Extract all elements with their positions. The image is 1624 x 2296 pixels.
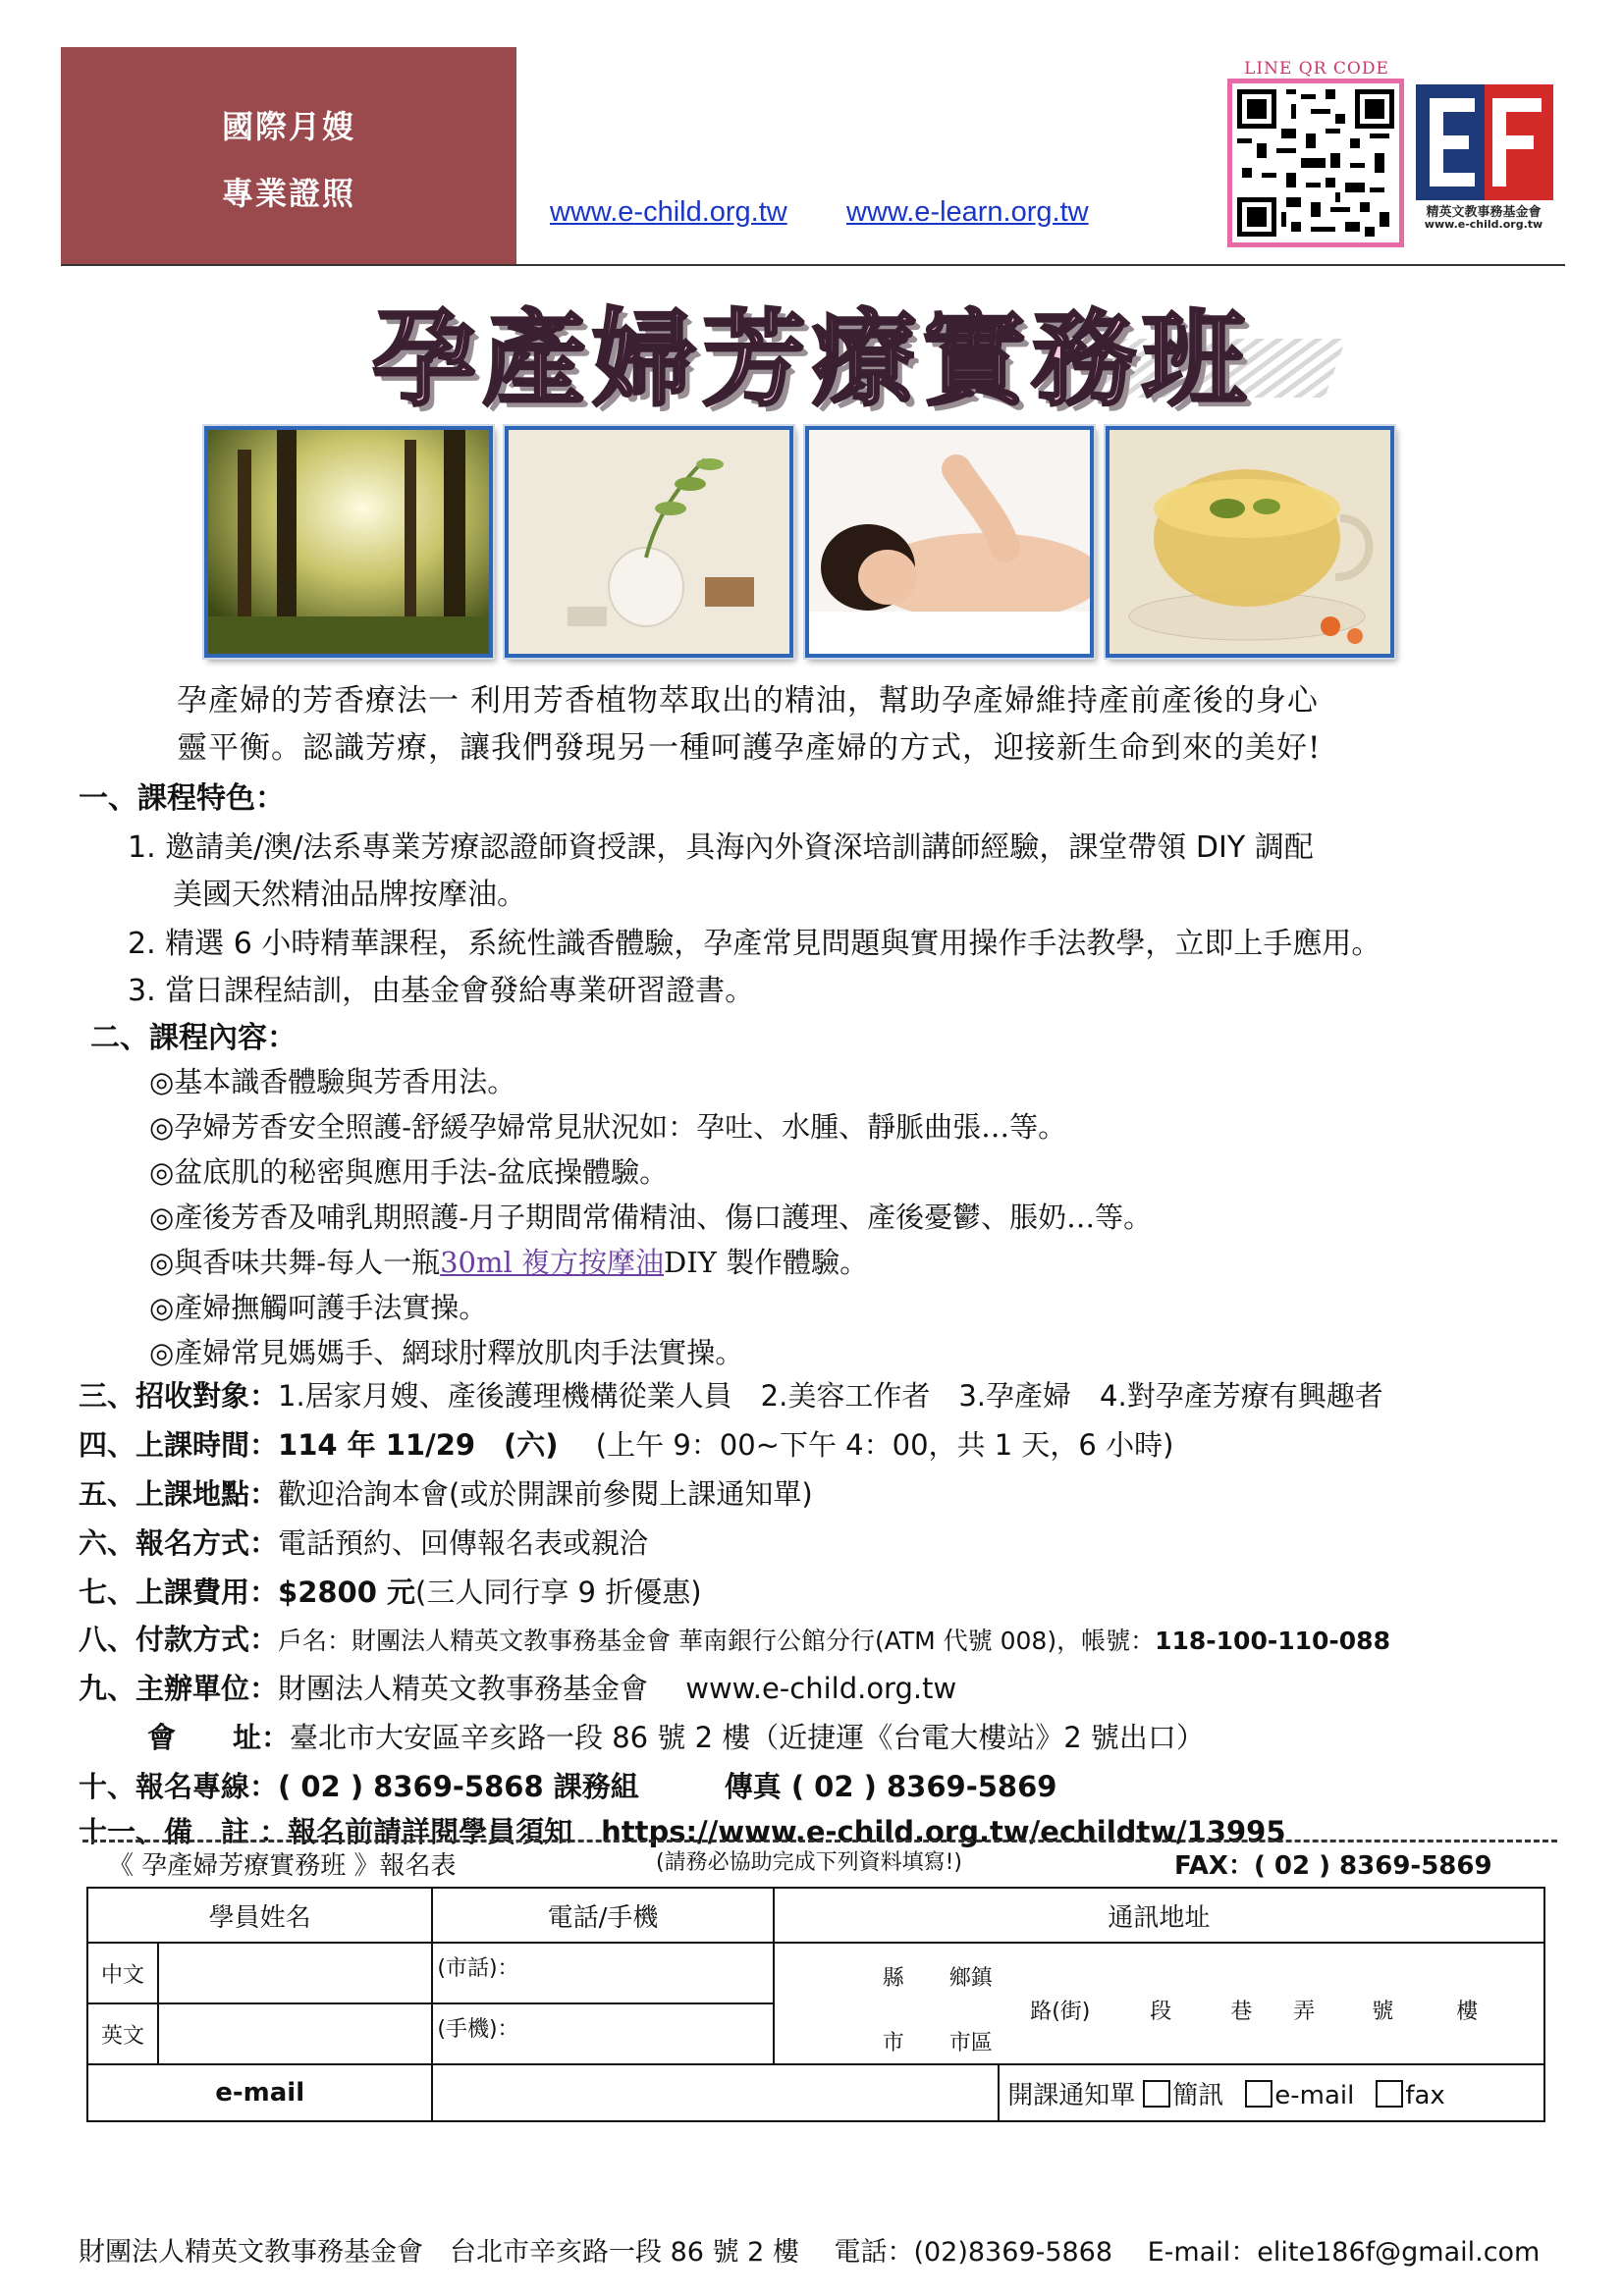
detail-location-label: 五、上課地點： bbox=[79, 1477, 279, 1511]
detail-organizer bbox=[79, 1667, 956, 1707]
massage-oil-link[interactable]: 30ml 複方按摩油 bbox=[440, 1246, 665, 1279]
form-email-label: e-mail bbox=[87, 2064, 432, 2121]
form-row-chinese: 中文 bbox=[87, 1943, 158, 2003]
detail-organizer-value: 財團法人精英文教事務基金會 www.e-child.org.tw bbox=[278, 1672, 957, 1705]
feature-item-3: 3. 當日課程結訓，由基金會發給專業研習證書。 bbox=[128, 974, 755, 1008]
detail-address bbox=[147, 1716, 1205, 1756]
address-field-left[interactable] bbox=[774, 1943, 999, 2064]
detail-hotline-value: ( 02 ) 8369-5868 課務組 傳真 ( 02 ) 8369-5869 bbox=[278, 1770, 1057, 1803]
page-footer: 財團法人精英文教事務基金會 台北市辛亥路一段 86 號 2 樓 電話：(02)8369-5868 E-mail：elite186f@gmail.com bbox=[79, 2237, 1541, 2268]
detail-fee-discount: (三人同行享 9 折優惠) bbox=[415, 1575, 702, 1609]
section-features-heading: 一、課程特色： bbox=[79, 781, 285, 816]
mobile-phone-field[interactable] bbox=[432, 2003, 773, 2064]
content-item-3: ◎盆底肌的秘密與應用手法-盆底操體驗。 bbox=[149, 1155, 669, 1189]
org-logo-name: 精英文教事務基金會 bbox=[1426, 205, 1542, 220]
intro-line-2: 靈平衡。認識芳療，讓我們發現另一種呵護孕產婦的方式，迎接新生命到來的美好! bbox=[177, 730, 1322, 766]
detail-fee-label: 七、上課費用： bbox=[79, 1575, 279, 1609]
sms-checkbox[interactable] bbox=[1143, 2080, 1170, 2108]
detail-payment bbox=[79, 1618, 1390, 1658]
website-link-elearn[interactable]: www.e-learn.org.tw bbox=[846, 196, 1089, 228]
content-item-2: ◎孕婦芳香安全照護-舒緩孕婦常見狀況如：孕吐、水腫、靜脈曲張…等。 bbox=[149, 1110, 1067, 1144]
detail-time-label: 四、上課時間： bbox=[79, 1428, 279, 1462]
addr-county: 縣 bbox=[882, 1966, 904, 1991]
detail-remark bbox=[79, 1810, 1286, 1850]
email-option-label: e-mail bbox=[1274, 2080, 1355, 2110]
detail-fee-price: $2800 元 bbox=[278, 1575, 416, 1609]
form-title: 《 孕產婦芳療實務班 》報名表 bbox=[108, 1851, 457, 1881]
detail-remark-value: 報名前請詳閱學員須知 https://www.e-child.org.tw/echildtw/13995 bbox=[288, 1815, 1286, 1848]
detail-fee bbox=[79, 1571, 702, 1611]
sms-label: 簡訊 bbox=[1172, 2080, 1224, 2110]
address-field-right[interactable] bbox=[999, 1943, 1544, 2064]
mobile-phone-label: (手機)： bbox=[437, 2017, 519, 2042]
section-content-heading: 二、課程內容： bbox=[90, 1021, 297, 1055]
fax-checkbox[interactable] bbox=[1376, 2080, 1403, 2108]
addr-lane: 巷 bbox=[1230, 2000, 1253, 2024]
content-item-5-post: DIY 製作體驗。 bbox=[664, 1246, 869, 1279]
chinese-name-field[interactable] bbox=[158, 1943, 432, 2003]
detail-target-value: 1.居家月嫂、產後護理機構從業人員 2.美容工作者 3.孕產婦 4.對孕產芳療有興趣者 bbox=[278, 1379, 1383, 1413]
fax-label: fax bbox=[1405, 2080, 1445, 2110]
form-fax: FAX：( 02 ) 8369-5869 bbox=[1174, 1851, 1492, 1881]
home-phone-field[interactable] bbox=[432, 1943, 773, 2003]
org-logo-site: www.e-child.org.tw bbox=[1424, 218, 1543, 231]
detail-signup bbox=[79, 1522, 648, 1562]
form-col-address: 通訊地址 bbox=[774, 1888, 1544, 1943]
detail-hotline bbox=[79, 1765, 1056, 1805]
photo-plant-vase bbox=[505, 426, 793, 658]
detail-signup-label: 六、報名方式： bbox=[79, 1526, 279, 1560]
detail-address-label: 會 址： bbox=[147, 1721, 291, 1754]
detail-payment-label: 八、付款方式： bbox=[79, 1623, 279, 1656]
addr-number: 號 bbox=[1372, 2000, 1394, 2024]
detail-address-value: 臺北市大安區辛亥路一段 86 號 2 樓（近捷運《台電大樓站》2 號出口） bbox=[290, 1721, 1205, 1754]
home-phone-label: (市話)： bbox=[437, 1956, 519, 1981]
detail-location-value: 歡迎洽詢本會(或於開課前參閱上課通知單) bbox=[278, 1477, 813, 1511]
addr-town: 鄉鎮 bbox=[948, 1966, 993, 1991]
addr-floor: 樓 bbox=[1456, 2000, 1479, 2024]
detail-time bbox=[79, 1423, 1173, 1464]
detail-time-date: 114 年 11/29 (六) bbox=[278, 1428, 559, 1462]
website-link-echild[interactable]: www.e-child.org.tw bbox=[550, 196, 787, 228]
intro-line-1: 孕產婦的芳香療法一 利用芳香植物萃取出的精油，幫助孕產婦維持產前產後的身心 bbox=[177, 683, 1319, 719]
header-badge bbox=[61, 47, 516, 265]
feature-item-1: 1. 邀請美/澳/法系專業芳療認證師資授課，具海內外資深培訓講師經驗，課堂帶領 DIY 調配 bbox=[128, 830, 1314, 865]
photo-forest bbox=[204, 426, 493, 658]
form-note: (請務必協助完成下列資料填寫!) bbox=[656, 1850, 962, 1875]
cut-line bbox=[82, 1840, 1557, 1842]
detail-location bbox=[79, 1472, 813, 1513]
header-divider bbox=[61, 264, 1565, 266]
email-checkbox[interactable] bbox=[1245, 2080, 1272, 2108]
form-col-phone: 電話/手機 bbox=[432, 1888, 773, 1943]
content-item-7: ◎產婦常見媽媽手、網球肘釋放肌肉手法實操。 bbox=[149, 1336, 744, 1369]
line-qr-code[interactable] bbox=[1227, 79, 1404, 247]
detail-time-value: (上午 9：00~下午 4：00，共 1 天，6 小時) bbox=[595, 1428, 1174, 1462]
english-name-field[interactable] bbox=[158, 2003, 432, 2064]
addr-road: 路(街) bbox=[1030, 2000, 1091, 2024]
ef-logo-icon bbox=[1416, 84, 1553, 200]
detail-target-label: 三、招收對象： bbox=[79, 1379, 279, 1413]
registration-form bbox=[86, 1887, 1545, 2122]
detail-remark-label: 十一、備 註 ： bbox=[79, 1815, 289, 1848]
badge-line-1: 國際月嫂 bbox=[221, 108, 355, 145]
addr-district: 市區 bbox=[948, 2031, 993, 2056]
content-item-5 bbox=[149, 1241, 868, 1281]
detail-target bbox=[79, 1374, 1383, 1415]
qr-code-label: LINE QR CODE bbox=[1244, 59, 1389, 79]
content-item-5-pre: ◎與香味共舞-每人一瓶 bbox=[149, 1246, 441, 1279]
feature-item-1-cont: 美國天然精油品牌按摩油。 bbox=[173, 878, 526, 912]
qr-code-icon bbox=[1232, 83, 1399, 242]
detail-payment-account: 118-100-110-088 bbox=[1155, 1627, 1390, 1655]
ef-logo bbox=[1416, 84, 1553, 204]
detail-hotline-label: 十、報名專線： bbox=[79, 1770, 279, 1803]
content-item-6: ◎產婦撫觸呵護手法實操。 bbox=[149, 1291, 488, 1324]
email-field[interactable] bbox=[432, 2064, 999, 2121]
badge-line-2: 專業證照 bbox=[221, 175, 355, 212]
notice-label: 開課通知單 bbox=[1007, 2080, 1136, 2110]
form-row-english: 英文 bbox=[87, 2003, 158, 2064]
photo-herbal-tea bbox=[1106, 426, 1394, 658]
addr-city: 市 bbox=[882, 2031, 904, 2056]
addr-alley: 弄 bbox=[1293, 2000, 1316, 2024]
feature-item-2: 2. 精選 6 小時精華課程，系統性識香體驗，孕產常見問題與實用操作手法教學，立即上手應用。 bbox=[128, 927, 1381, 961]
form-col-name: 學員姓名 bbox=[87, 1888, 432, 1943]
page-title: 孕產婦芳療實務班 bbox=[372, 299, 1252, 420]
photo-massage bbox=[805, 426, 1094, 658]
addr-section: 段 bbox=[1150, 2000, 1172, 2024]
notice-preference bbox=[999, 2064, 1544, 2121]
content-item-4: ◎產後芳香及哺乳期照護-月子期間常備精油、傷口護理、產後憂鬱、脹奶…等。 bbox=[149, 1201, 1153, 1234]
content-item-1: ◎基本識香體驗與芳香用法。 bbox=[149, 1065, 516, 1098]
detail-organizer-label: 九、主辦單位： bbox=[79, 1672, 279, 1705]
detail-signup-value: 電話預約、回傳報名表或親洽 bbox=[278, 1526, 649, 1560]
detail-payment-value: 戶名：財團法人精英文教事務基金會 華南銀行公館分行(ATM 代號 008)，帳號： bbox=[278, 1627, 1156, 1655]
